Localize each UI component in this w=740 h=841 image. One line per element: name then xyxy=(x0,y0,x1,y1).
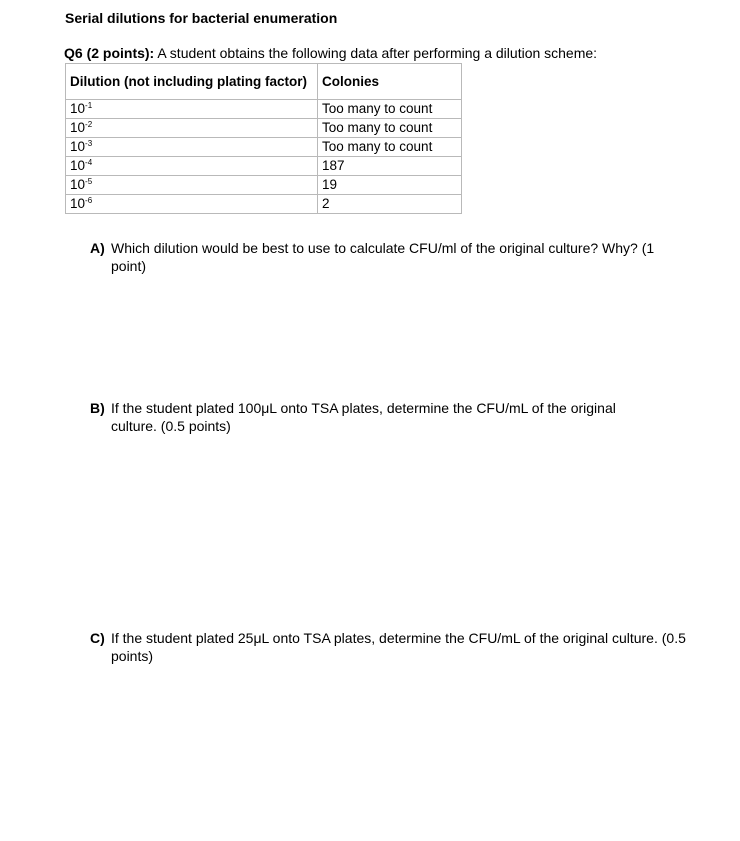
table-header-row xyxy=(66,64,462,100)
part-a-label: A) xyxy=(90,240,105,256)
part-b-label: B) xyxy=(90,400,105,416)
colonies-cell: 2 xyxy=(318,195,462,214)
dilution-table xyxy=(65,63,462,214)
dilution-cell: $10^{-4}$ xyxy=(66,157,318,176)
table-row xyxy=(66,119,462,138)
table-row xyxy=(66,138,462,157)
question-text: A student obtains the following data after performing a dilution scheme: xyxy=(154,45,598,61)
dilution-cell: $10^{-1}$ xyxy=(66,100,318,119)
table-row xyxy=(66,195,462,214)
dilution-cell: $10^{-6}$ xyxy=(66,195,318,214)
document-title: Serial dilutions for bacterial enumeration xyxy=(65,10,338,26)
table-row xyxy=(66,157,462,176)
colonies-cell: 187 xyxy=(318,157,462,176)
dilution-cell: $10^{-2}$ xyxy=(66,119,318,138)
dilution-cell: $10^{-3}$ xyxy=(66,138,318,157)
question-label: Q6 (2 points): xyxy=(64,45,155,61)
table-row xyxy=(66,176,462,195)
part-c xyxy=(90,629,690,665)
part-c-text: If the student plated 25μL onto TSA plates, determine the CFU/mL of the original culture. (0.5 points) xyxy=(111,630,686,664)
part-a-text: Which dilution would be best to use to calculate CFU/ml of the original culture? Why? (1 point) xyxy=(111,240,655,274)
colonies-cell: Too many to count xyxy=(318,138,462,157)
part-c-label: C) xyxy=(90,630,105,646)
question-prompt xyxy=(64,45,597,61)
header-dilution: Dilution (not including plating factor) xyxy=(66,64,318,100)
colonies-cell: 19 xyxy=(318,176,462,195)
table-row xyxy=(66,100,462,119)
part-b-text: If the student plated 100μL onto TSA plates, determine the CFU/mL of the original culture. (0.5 points) xyxy=(111,400,616,434)
part-a xyxy=(90,239,690,275)
part-b xyxy=(90,399,650,435)
header-colonies: Colonies xyxy=(318,64,462,100)
colonies-cell: Too many to count xyxy=(318,119,462,138)
colonies-cell: Too many to count xyxy=(318,100,462,119)
dilution-cell: $10^{-5}$ xyxy=(66,176,318,195)
